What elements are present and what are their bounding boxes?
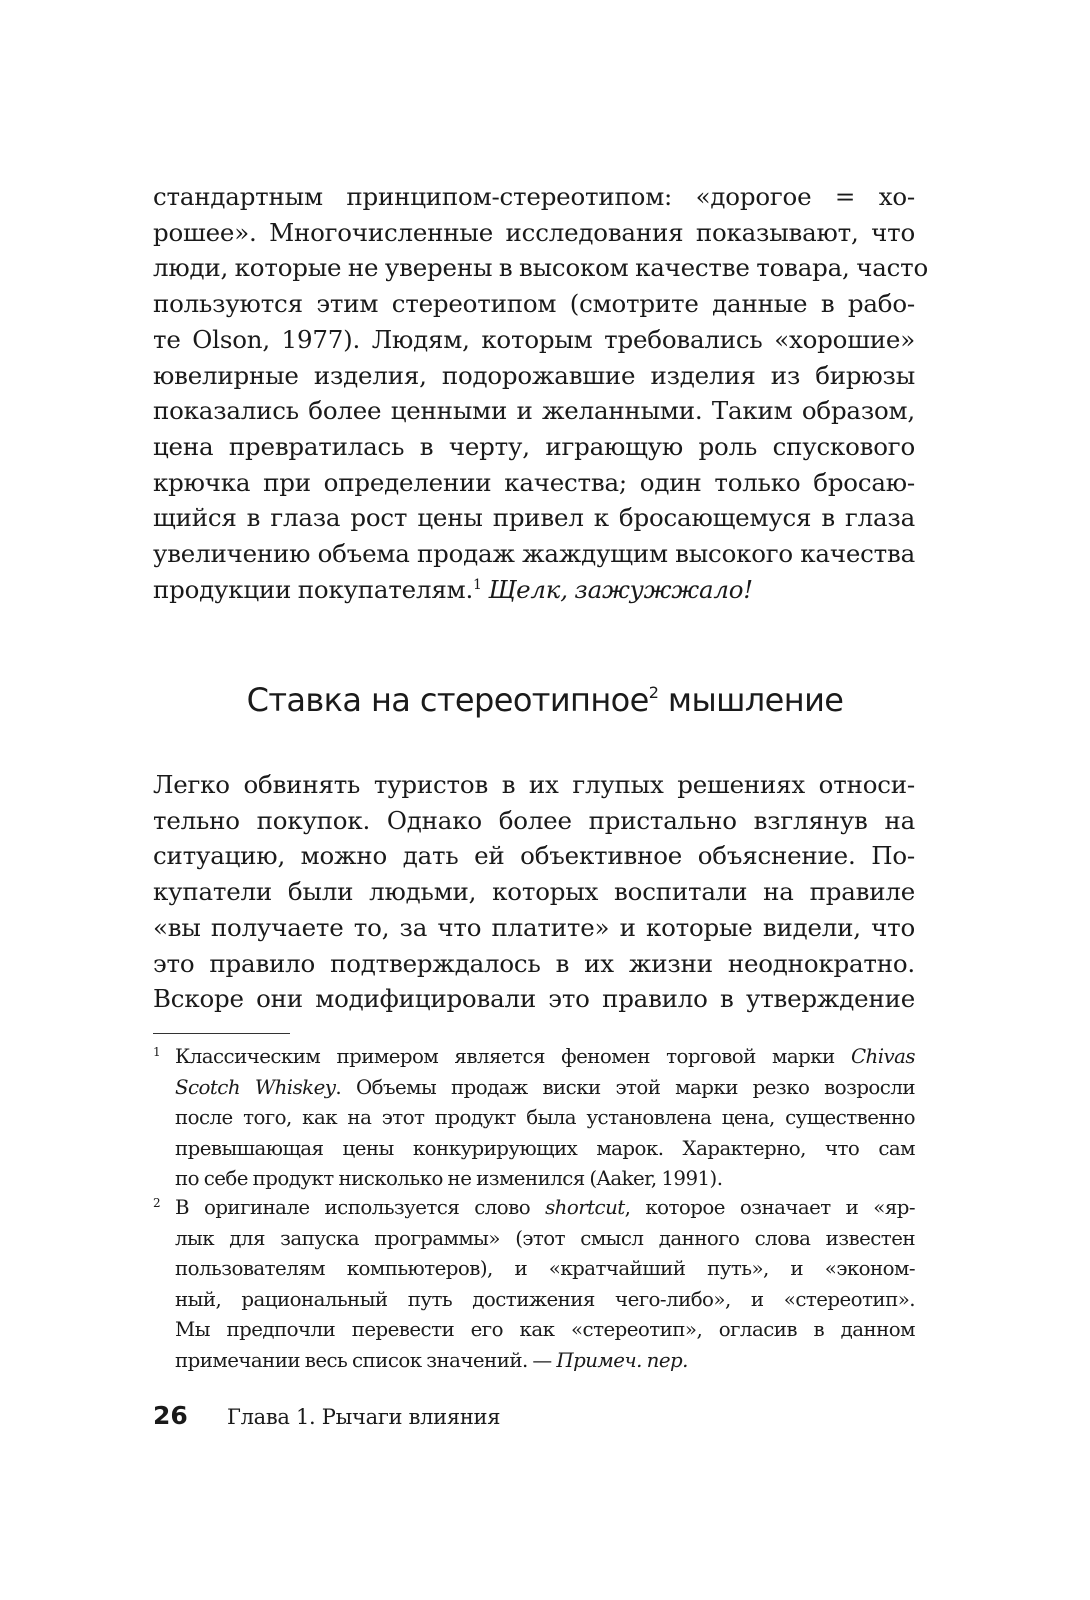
footnote-ref-2: 2 <box>648 683 659 702</box>
text-run: , которое означает и «яр- <box>624 1196 916 1219</box>
brand-name-italic: Chivas <box>850 1045 915 1068</box>
heading-text: Ставка на стереотипное <box>246 681 649 719</box>
footnote-line <box>175 1073 915 1104</box>
text-line: Вскоре они модифицировали это правило в утверждение <box>153 984 915 1014</box>
text-line: те Olson, 1977). Людям, которым требовались «хорошие» <box>153 324 915 354</box>
footnote-ref-1: 1 <box>473 576 482 593</box>
term-italic: shortcut <box>545 1196 625 1219</box>
footnote-divider <box>153 1033 290 1034</box>
text-line: ситуацию, можно дать ей объективное объяснение. По- <box>153 841 915 871</box>
footnote-line: пользователям компьютеров), и «кратчайший путь», и «эконом- <box>175 1257 915 1280</box>
text-line: купатели были людьми, которых воспитали на правиле <box>153 877 915 907</box>
footnote-2 <box>153 1193 915 1376</box>
text-run: Классическим примером является феномен торговой марки <box>175 1045 851 1068</box>
text-line: люди, которые не уверены в высоком качестве товара, часто <box>153 253 929 283</box>
text-line: крючка при определении качества; один только бросаю- <box>153 467 915 497</box>
text-line: цена превратилась в черту, играющую роль спускового <box>153 431 915 461</box>
footnote-line: лык для запуска программы» (этот смысл данного слова известен <box>175 1226 915 1250</box>
footnote-line: Мы предпочли перевести его как «стереотип», огласив в данном <box>175 1318 915 1341</box>
footnote-line <box>175 1346 915 1377</box>
text-line: это правило подтверждалось в их жизни неоднократно. <box>153 948 915 978</box>
text-line-last <box>153 572 915 608</box>
text-line: стандартным принципом-стереотипом: «дорогое = хо- <box>153 182 915 211</box>
body-paragraph-2 <box>153 767 915 1017</box>
text-run: продукции покупателям. <box>153 574 474 604</box>
text-run: В оригинале используется слово <box>175 1196 546 1219</box>
translator-note-italic: Примеч. пер. <box>556 1348 688 1372</box>
footnote-line <box>175 1042 915 1073</box>
text-run: примечании весь список значений. — <box>175 1348 557 1372</box>
text-line: рошее». Многочисленные исследования показывают, что <box>153 217 915 247</box>
page-number: 26 <box>153 1401 188 1430</box>
text-run: . Объемы продаж виски этой марки резко возросли <box>335 1075 915 1099</box>
running-footer <box>153 1398 500 1434</box>
footnote-marker: 1 <box>153 1045 161 1059</box>
text-line: тельно покупок. Однако более пристально взглянув на <box>153 805 915 835</box>
footnote-line: превышающая цены конкурирующих марок. Характерно, что сам <box>175 1136 915 1160</box>
brand-name-italic: Scotch Whiskey <box>175 1075 336 1099</box>
footnote-1 <box>153 1042 915 1195</box>
footnote-line: после того, как на этот продукт была установлена цена, существенно <box>175 1106 915 1129</box>
text-line: Легко обвинять туристов в их глупых решениях относи- <box>153 770 915 799</box>
italic-exclamation: Щелк, зажужжало! <box>481 574 753 604</box>
text-line: показались более ценными и желанными. Таким образом, <box>153 396 915 426</box>
section-heading <box>0 680 1090 720</box>
footnote-line: по себе продукт нисколько не изменился (Aaker, 1991). <box>175 1167 723 1190</box>
footnote-body <box>175 1193 915 1376</box>
text-line: увеличению объема продаж жаждущим высокого качества <box>153 539 915 569</box>
footnote-line: ный, рациональный путь достижения чего-либо», и «стереотип». <box>175 1287 915 1311</box>
footnote-marker: 2 <box>153 1196 161 1210</box>
chapter-title: Глава 1. Рычаги влияния <box>227 1405 501 1429</box>
text-line: ювелирные изделия, подорожавшие изделия из бирюзы <box>153 360 915 390</box>
text-line: пользуются этим стереотипом (смотрите данные в рабо- <box>153 289 915 319</box>
footnote-line <box>175 1193 915 1224</box>
text-line: «вы получаете то, за что платите» и которые видели, что <box>153 912 915 942</box>
text-line: щийся в глаза рост цены привел к бросающемуся в глаза <box>153 503 915 533</box>
body-paragraph-1 <box>153 179 929 607</box>
footnote-body <box>175 1042 915 1195</box>
heading-text-end: мышление <box>658 681 844 719</box>
